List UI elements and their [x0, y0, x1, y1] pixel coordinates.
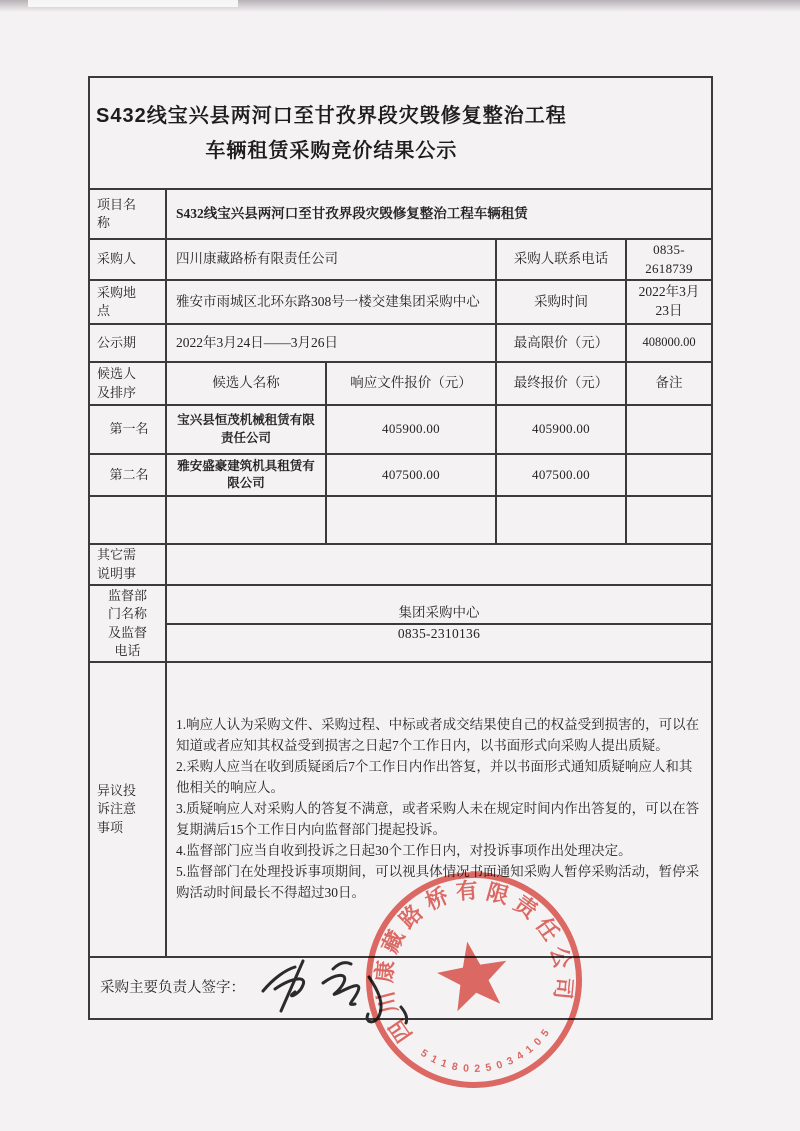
candidate-3-doc-price: [327, 497, 497, 543]
seal-star-icon: [433, 935, 514, 1013]
objection-item: 3.质疑响应人对采购人的答复不满意，或者采购人未在规定时间内作出答复的，可以在答复期满后15个工作日内向监督部门提起投诉。: [176, 801, 700, 837]
col-header-remark: 备注: [655, 375, 683, 391]
candidate-row-2: [90, 455, 711, 497]
document-title: [90, 78, 573, 188]
candidate-row-1: [90, 406, 711, 455]
supervision-label: 监督部门名称及监督电话: [90, 586, 167, 661]
max-price-label: 最高限价（元）: [497, 325, 627, 361]
other-notes-row: [90, 545, 711, 586]
candidate-2-remark: [627, 455, 711, 495]
purchase-time-label: 采购时间: [497, 281, 627, 323]
col-header-final-price: 最终报价（元）: [497, 363, 627, 404]
purchase-time-value: 2022年3月23日: [638, 284, 700, 318]
candidate-row-3: [90, 497, 711, 545]
candidate-3-final-price: [497, 497, 627, 543]
project-name-value: S432线宝兴县两河口至甘孜界段灾毁修复整治工程车辆租赁: [176, 205, 528, 221]
location-row: [90, 281, 711, 325]
supervision-values: [167, 586, 711, 661]
col-header-candidate-name: 候选人名称: [167, 363, 327, 404]
publicity-period-row: [90, 325, 711, 363]
supervision-phone: 0835-2310136: [397, 625, 481, 641]
purchaser-value: 四川康藏路桥有限责任公司: [167, 240, 497, 279]
candidate-1-doc-price: 405900.00: [327, 406, 497, 453]
project-name-row: [90, 190, 711, 240]
location-label: 采购地点: [90, 281, 167, 323]
col-header-doc-price: 响应文件报价（元）: [327, 363, 497, 404]
scan-tear-artifact: [28, 0, 238, 7]
objection-item: 1.响应人认为采购文件、采购过程、中标或者成交结果使自己的权益受到损害的，可以在知道或者应知其权益受到损害之日起7个工作日内，以书面形式向采购人提出质疑。: [176, 717, 700, 754]
candidate-2-final-price: 407500.00: [497, 455, 627, 495]
publicity-period-label: 公示期: [90, 325, 167, 361]
candidate-3-rank: [90, 497, 167, 543]
purchaser-label: 采购人: [90, 240, 167, 279]
supervision-department: 集团采购中心: [167, 604, 711, 625]
candidate-3-remark: [627, 497, 711, 543]
candidate-3-name: [167, 497, 327, 543]
seal-number-textpath: 5118025034105: [418, 1025, 554, 1076]
objection-item: 4.监督部门应当自收到投诉之日起30个工作日内，对投诉事项作出处理决定。: [176, 842, 632, 858]
purchaser-phone-label: 采购人联系电话: [497, 240, 627, 279]
candidate-2-rank: 第二名: [90, 455, 167, 495]
objection-item: 2.采购人应当在收到质疑函后7个工作日内作出答复，并以书面形式通知质疑响应人和其他相关的响应人。: [176, 759, 693, 796]
seal-company-textpath: 四川康藏路桥有限责任公司: [371, 877, 577, 1047]
title-row: [90, 78, 711, 190]
company-seal: [340, 846, 609, 1115]
candidate-2-doc-price: 407500.00: [327, 455, 497, 495]
candidate-1-remark: [627, 406, 711, 453]
other-notes-label: 其它需说明事: [90, 545, 167, 584]
max-price-value: 408000.00: [642, 335, 696, 350]
publicity-period-value: 2022年3月24日——3月26日: [167, 325, 497, 361]
location-value: 雅安市雨城区北环东路308号一楼交建集团采购中心: [167, 281, 497, 323]
signature-label: 采购主要负责人签字：: [100, 979, 245, 996]
project-name-label: 项目名称: [90, 190, 167, 238]
purchaser-row: [90, 240, 711, 281]
candidate-1-name: 宝兴县恒茂机械租赁有限责任公司: [167, 406, 327, 453]
objection-label: 异议投诉注意事项: [90, 663, 167, 956]
candidates-row-label: 候选人及排序: [90, 363, 167, 404]
other-notes-value: [167, 545, 711, 584]
title-line-2: 车辆租赁采购竞价结果公示: [205, 139, 458, 162]
candidates-header-row: [90, 363, 711, 406]
candidate-1-rank: 第一名: [90, 406, 167, 453]
supervision-row: [90, 586, 711, 663]
title-line-1: S432线宝兴县两河口至甘孜界段灾毁修复整治工程: [96, 104, 567, 127]
candidate-1-final-price: 405900.00: [497, 406, 627, 453]
purchaser-phone-value: 0835-2618739: [645, 242, 693, 276]
candidate-2-name: 雅安盛豪建筑机具租赁有限公司: [167, 455, 327, 495]
objection-item: 5.监督部门在处理投诉事项期间，可以视具体情况书面通知采购人暂停采购活动，暂停采购活动时间最长不得超过30日。: [176, 863, 700, 900]
